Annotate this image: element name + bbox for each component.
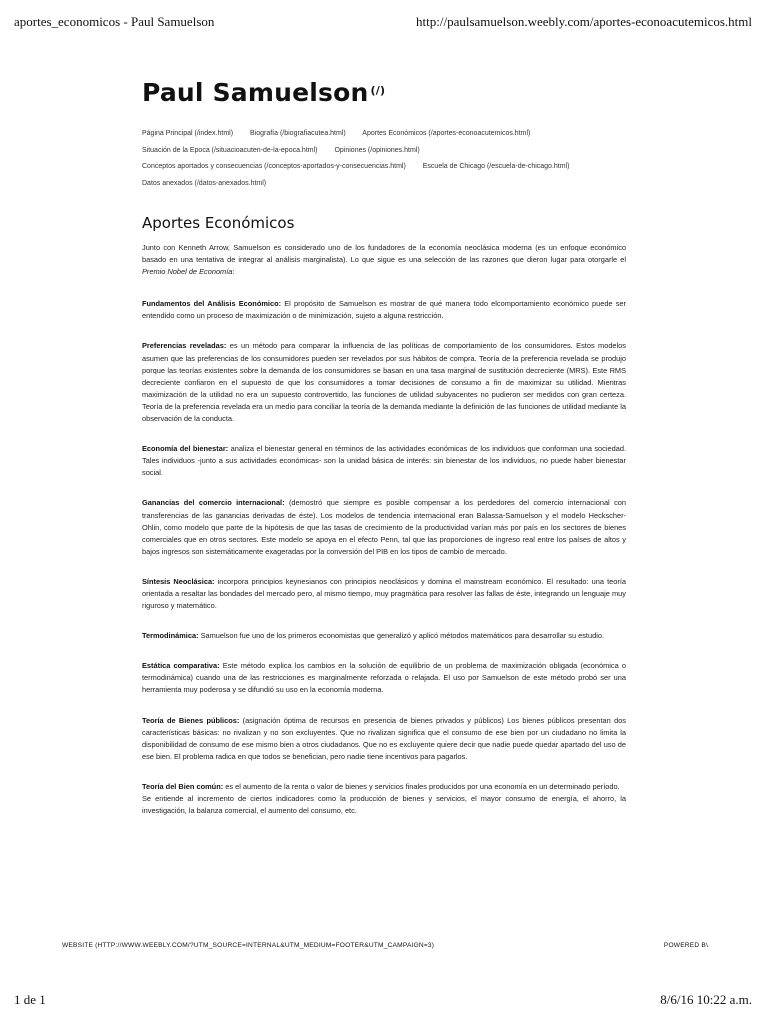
weebly-footer: [62, 942, 708, 954]
section-text: (demostró que siempre es posible compensar a los perdedores del comercio internacional con transferencias de las ganancias derivadas de éste). Los modelos de tendencia internacional eran Balassa-Samuelson y el modelo Heckscher-Ohlin, como modelo que parte de la hipótesis de que las tasas de crecimiento de la productividad varían más por país en los sectores de bienes comerciales que en otros sectores. Este modelo se apoya en el efecto Penn, tal que las proporciones de ingreso real entre los países de altos y bajos ingresos son sistemáticamente exageradas por la conversión del PIB en los tipos de cambio de mercado.: [142, 498, 627, 556]
section-term: Ganancias del comercio internacional:: [142, 498, 285, 508]
section-term: Economía del bienestar:: [142, 444, 229, 454]
section-bienestar: [142, 443, 626, 479]
section-termodinamica: [142, 630, 626, 642]
section-term: Teoría de Bienes públicos:: [142, 715, 240, 725]
section-preferencias: [142, 340, 626, 425]
section-text: Samuelson fue uno de los primeros economistas que generalizó y aplicó métodos matemáticos para desarrollar su estudio.: [198, 631, 605, 641]
print-header: [14, 14, 752, 32]
nav-item-opiniones[interactable]: Opiniones (/opiniones.html): [334, 146, 420, 154]
nav-row: [142, 159, 626, 176]
nav-item-datos-anexados[interactable]: Datos anexados (/datos-anexados.html): [142, 179, 267, 187]
site-title-text: Paul Samuelson: [142, 78, 369, 107]
home-link[interactable]: (/): [370, 84, 386, 97]
site-title: [142, 76, 626, 110]
section-term: Estática comparativa:: [142, 661, 220, 671]
section-text: es el aumento de la renta o valor de bienes y servicios finales producidos por una economía en un determinado período.: [223, 781, 620, 791]
section-fundamentos: [142, 298, 626, 322]
nav-item-pagina-principal[interactable]: Página Principal (/index.html): [142, 130, 234, 137]
section-term: Termodinámica:: [142, 631, 199, 641]
main-navigation: [142, 126, 626, 192]
page-heading: Aportes Económicos: [142, 214, 295, 232]
nav-item-conceptos[interactable]: Conceptos aportados y consecuencias (/conceptos-aportados-y-consecuencias.html): [142, 163, 406, 170]
section-estatica: [142, 660, 626, 696]
intro-paragraph: [142, 242, 626, 278]
nav-row: [142, 126, 626, 143]
section-bien-comun-extra: Se entiende al incremento de ciertos indicadores como la producción de bienes y servicios, el mayor consumo de energía, el ahorro, la investigación, la balanza comercial, el aumento del consumo, etc.: [142, 794, 626, 816]
print-datetime: 8/6/16 10:22 a.m.: [660, 992, 752, 1007]
section-text: es un método para comparar la influencia de las políticas de comportamiento de los consumidores. Estos modelos asumen que las preferencias de los consumidores pueden ser revelados por sus hábitos de compra. Teoría de la preferencia revelada se produjo porque las teorías existentes sobre la demanda de los consumidores se basan en una tasa marginal de sustitución decreciente (MRS). Este RMS decreciente confiaron en el supuesto de que los consumidores a tomar decisiones de consumo a fin de maximizar su utilidad. Mientras maximización de la utilidad no era un supuesto controvertido, las funciones de utilidad subyacentes no pudieron ser medidos con gran certeza. Teoría de la preferencia revelada era un medio para conciliar la teoría de la demanda mediante la definición de las funciones de utilidad mediante la observación de la conducta.: [142, 341, 626, 424]
section-term: Fundamentos del Análisis Económico:: [142, 299, 282, 309]
section-sintesis: [142, 576, 626, 612]
nav-row: [142, 143, 626, 160]
nav-item-situacion-epoca[interactable]: Situación de la Epoca (/situacioacuten-de-la-epoca.html): [142, 146, 318, 154]
nobel-emphasis: Premio Nobel de Economía: [142, 267, 233, 277]
print-page-number: 1 de 1: [14, 992, 46, 1007]
section-text: Este método explica los cambios en la solución de equilibrio de un problema de maximización obligada (económica o termodinámica) cuando una de las restricciones es marginalmente reforzada o relajada. El uso por Samuelson de este método probó ser una herramienta muy poderosa y se difundió su uso en la economía moderna.: [142, 661, 627, 695]
print-page-title: aportes_economicos - Paul Samuelson: [14, 14, 215, 29]
nav-row: [142, 176, 626, 193]
section-term: Preferencias reveladas:: [142, 341, 227, 351]
weebly-website-link[interactable]: WEBSITE (HTTP://WWW.WEEBLY.COM/?UTM_SOURCE=INTERNAL&UTM_MEDIUM=FOOTER&UTM_CAMPAIGN=3): [62, 942, 435, 949]
nav-item-escuela-chicago[interactable]: Escuela de Chicago (/escuela-de-chicago.html): [422, 163, 570, 170]
section-bien-comun: [142, 781, 626, 793]
nav-item-aportes-economicos[interactable]: Aportes Económicos (/aportes-econoacutemicos.html): [362, 130, 531, 137]
nav-item-biografia[interactable]: Biografía (/biografiacutea.html): [250, 130, 346, 137]
section-text: (asignación óptima de recursos en presencia de bienes privados y públicos) Los bienes públicos presentan dos características básicas: no rivalizan y no son excluyentes. Que no rivalizan significa que el consumo de ese bien por un ciudadano no limita la disponibilidad de consumo de ese mismo bien a otros ciudadanos. Que no es excluyente quiere decir que nadie puede quedar apartado del uso de ese bien. El problema radica en que todos se benefician, pero nadie tiene incentivos para pagarlos.: [142, 715, 626, 761]
site-container: [142, 76, 626, 817]
print-page-url: http://paulsamuelson.weebly.com/aportes-econoacutemicos.html: [416, 14, 752, 29]
intro-colon: :: [232, 267, 235, 277]
section-comercio: [142, 497, 626, 557]
section-text: incorpora principios keynesianos con principios neoclásicos y domina el mainstream económico. El resultado: una teoría orientada a resaltar las bondades del mercado pero, al mismo tiempo, muy pragmática para resolver las fallas de éste, integrando un lenguaje muy riguroso y matemático.: [142, 576, 626, 611]
section-term: Síntesis Neoclásica:: [142, 576, 215, 586]
powered-by-link[interactable]: POWERED B\: [663, 942, 708, 949]
article-content: [142, 242, 626, 817]
section-bienes-publicos: [142, 715, 626, 763]
print-footer: [14, 992, 752, 1010]
section-term: Teoría del Bien común:: [142, 781, 224, 791]
section-text: El propósito de Samuelson es mostrar de qué manera todo elcomportamiento económico puede ser entendido como un proceso de maximización o de minimización, sujeto a alguna restricción.: [142, 299, 626, 321]
section-text: analiza el bienestar general en términos de las actividades económicas de los individuos que conforman una sociedad. Tales individuos -junto a sus actividades económicas- son la unidad básica de interés: sin bienestar de los individuos, no puede haber bienestar social.: [142, 444, 626, 478]
intro-text: Junto con Kenneth Arrow, Samuelson es considerado uno de los fundadores de la economía neoclásica moderna (es un enfoque económico basado en una tentativa de integrar al análisis marginalista). Lo que sigue es una selección de las razones que dieron lugar para otorgarle el: [142, 243, 626, 265]
